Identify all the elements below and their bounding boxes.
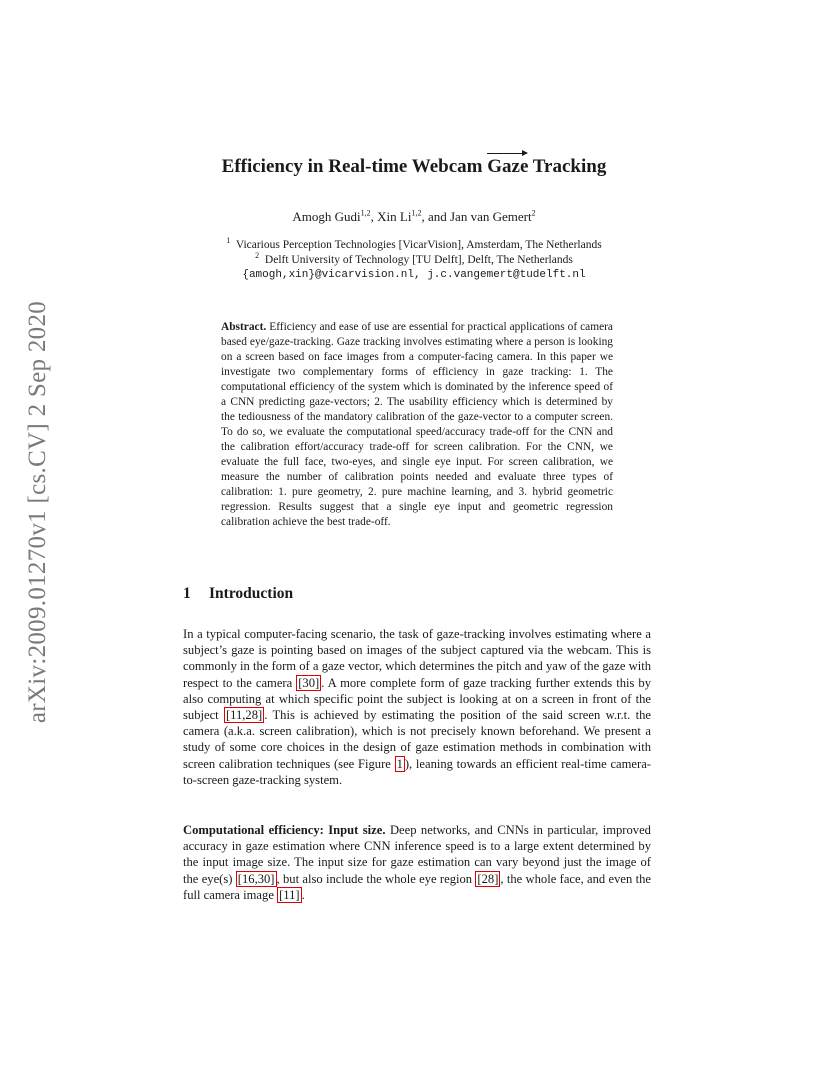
- intro-paragraph: [183, 626, 651, 788]
- author-name: Xin Li: [377, 209, 412, 224]
- arxiv-identifier-text: arXiv:2009.01270v1 [cs.CV] 2 Sep 2020: [24, 300, 52, 724]
- text-run: In a typical computer-facing scenario, the task of gaze-tracking involves estimating where a subject’s gaze is pointing based on images of the subject captured via the webcam. This is commonly in the form of a gaze vector, which determines the pitch and yaw of the gaze with respect to the camera: [183, 627, 651, 690]
- citation-link[interactable]: [11,28]: [225, 708, 263, 723]
- paragraph-run-in-heading: Computational efficiency: Input size.: [183, 823, 386, 837]
- author-emails: {amogh,xin}@vicarvision.nl, j.c.vangemert@tudelft.nl: [242, 269, 586, 281]
- computational-efficiency-paragraph: [183, 822, 651, 903]
- figure-reference-link[interactable]: 1: [396, 756, 403, 771]
- paper-title: [0, 156, 828, 178]
- author-name: Jan van Gemert: [450, 209, 532, 224]
- text-run: , the whole face, and even the full camera image: [183, 871, 652, 902]
- title-vector-word: Gaze: [487, 156, 529, 177]
- arxiv-identifier-stamp: [18, 292, 58, 732]
- text-run: , but also include the whole eye region: [276, 871, 476, 886]
- title-text-start: Efficiency in Real-time Webcam: [221, 156, 488, 177]
- author-affiliation-mark: 1,2: [411, 208, 422, 218]
- affiliations: [0, 238, 828, 283]
- affiliation-line: [0, 238, 828, 253]
- author-separator: ,: [370, 209, 378, 224]
- affiliation-mark: 2: [255, 251, 260, 261]
- author-separator: , and: [421, 209, 450, 224]
- affiliation-mark: 1: [226, 236, 231, 246]
- section-title: Introduction: [209, 585, 294, 602]
- text-run: Deep networks, and CNNs in particular, improved accuracy in gaze estimation where CNN inference speed is to a large extent determined by the input image size. The input size for gaze estimation can vary beyond just the image of the eye(s): [183, 823, 651, 886]
- affiliation-line: [0, 253, 828, 268]
- author-name: Amogh Gudi: [292, 209, 361, 224]
- text-run: .: [301, 887, 305, 902]
- citation-link[interactable]: [30]: [298, 675, 320, 690]
- text-run: ), leaning towards an efficient real-time camera-to-screen gaze-tracking system.: [183, 756, 651, 787]
- author-affiliation-mark: 1,2: [360, 208, 371, 218]
- abstract-text: Efficiency and ease of use are essential for practical applications of camera based eye/gaze-tracking. Gaze tracking involves estimating where a person is looking on a screen based on face images from a computer-facing camera. In this paper we investigate two complementary forms of efficiency in gaze tracking: 1. The computational efficiency of the system which is dominated by the inference speed of a CNN predicting gaze-vectors; 2. The usability efficiency which is determined by the tediousness of the mandatory calibration of the gaze-vector to a computer screen. To do so, we evaluate the computational speed/accuracy trade-off for the CNN and the calibration effort/accuracy trade-off for screen calibration. For the CNN, we evaluate the full face, two-eyes, and single eye input. For screen calibration, we measure the number of calibration points needed and evaluate three types of calibration: 1. pure geometry, 2. pure machine learning, and 3. hybrid geometric regression. Results suggest that a single eye input and geometric regression calibration achieve the best trade-off.: [221, 321, 613, 528]
- citation-link[interactable]: [11]: [279, 887, 300, 902]
- title-text-end: Tracking: [528, 156, 607, 177]
- abstract-label: Abstract.: [221, 321, 267, 333]
- citation-link[interactable]: [28]: [477, 871, 499, 886]
- section-heading: [183, 585, 653, 603]
- abstract: [221, 320, 613, 530]
- text-run: . A more complete form of gaze tracking further extends this by also computing at which specific point the subject is looking at on a screen in front of the subject: [183, 675, 651, 723]
- citation-link[interactable]: [16,30]: [237, 871, 275, 886]
- author-affiliation-mark: 2: [531, 208, 536, 218]
- affiliation-text: Vicarious Perception Technologies [VicarVision], Amsterdam, The Netherlands: [235, 239, 602, 251]
- author-list: [0, 209, 828, 225]
- affiliation-text: Delft University of Technology [TU Delft], Delft, The Netherlands: [264, 254, 573, 266]
- text-run: . This is achieved by estimating the position of the said screen w.r.t. the camera (a.k.a. screen calibration), which is not precisely known beforehand. We present a study of some core choices in the design of gaze estimation methods in combination with screen calibration techniques (see Figure: [183, 708, 651, 771]
- section-number: 1: [183, 585, 191, 602]
